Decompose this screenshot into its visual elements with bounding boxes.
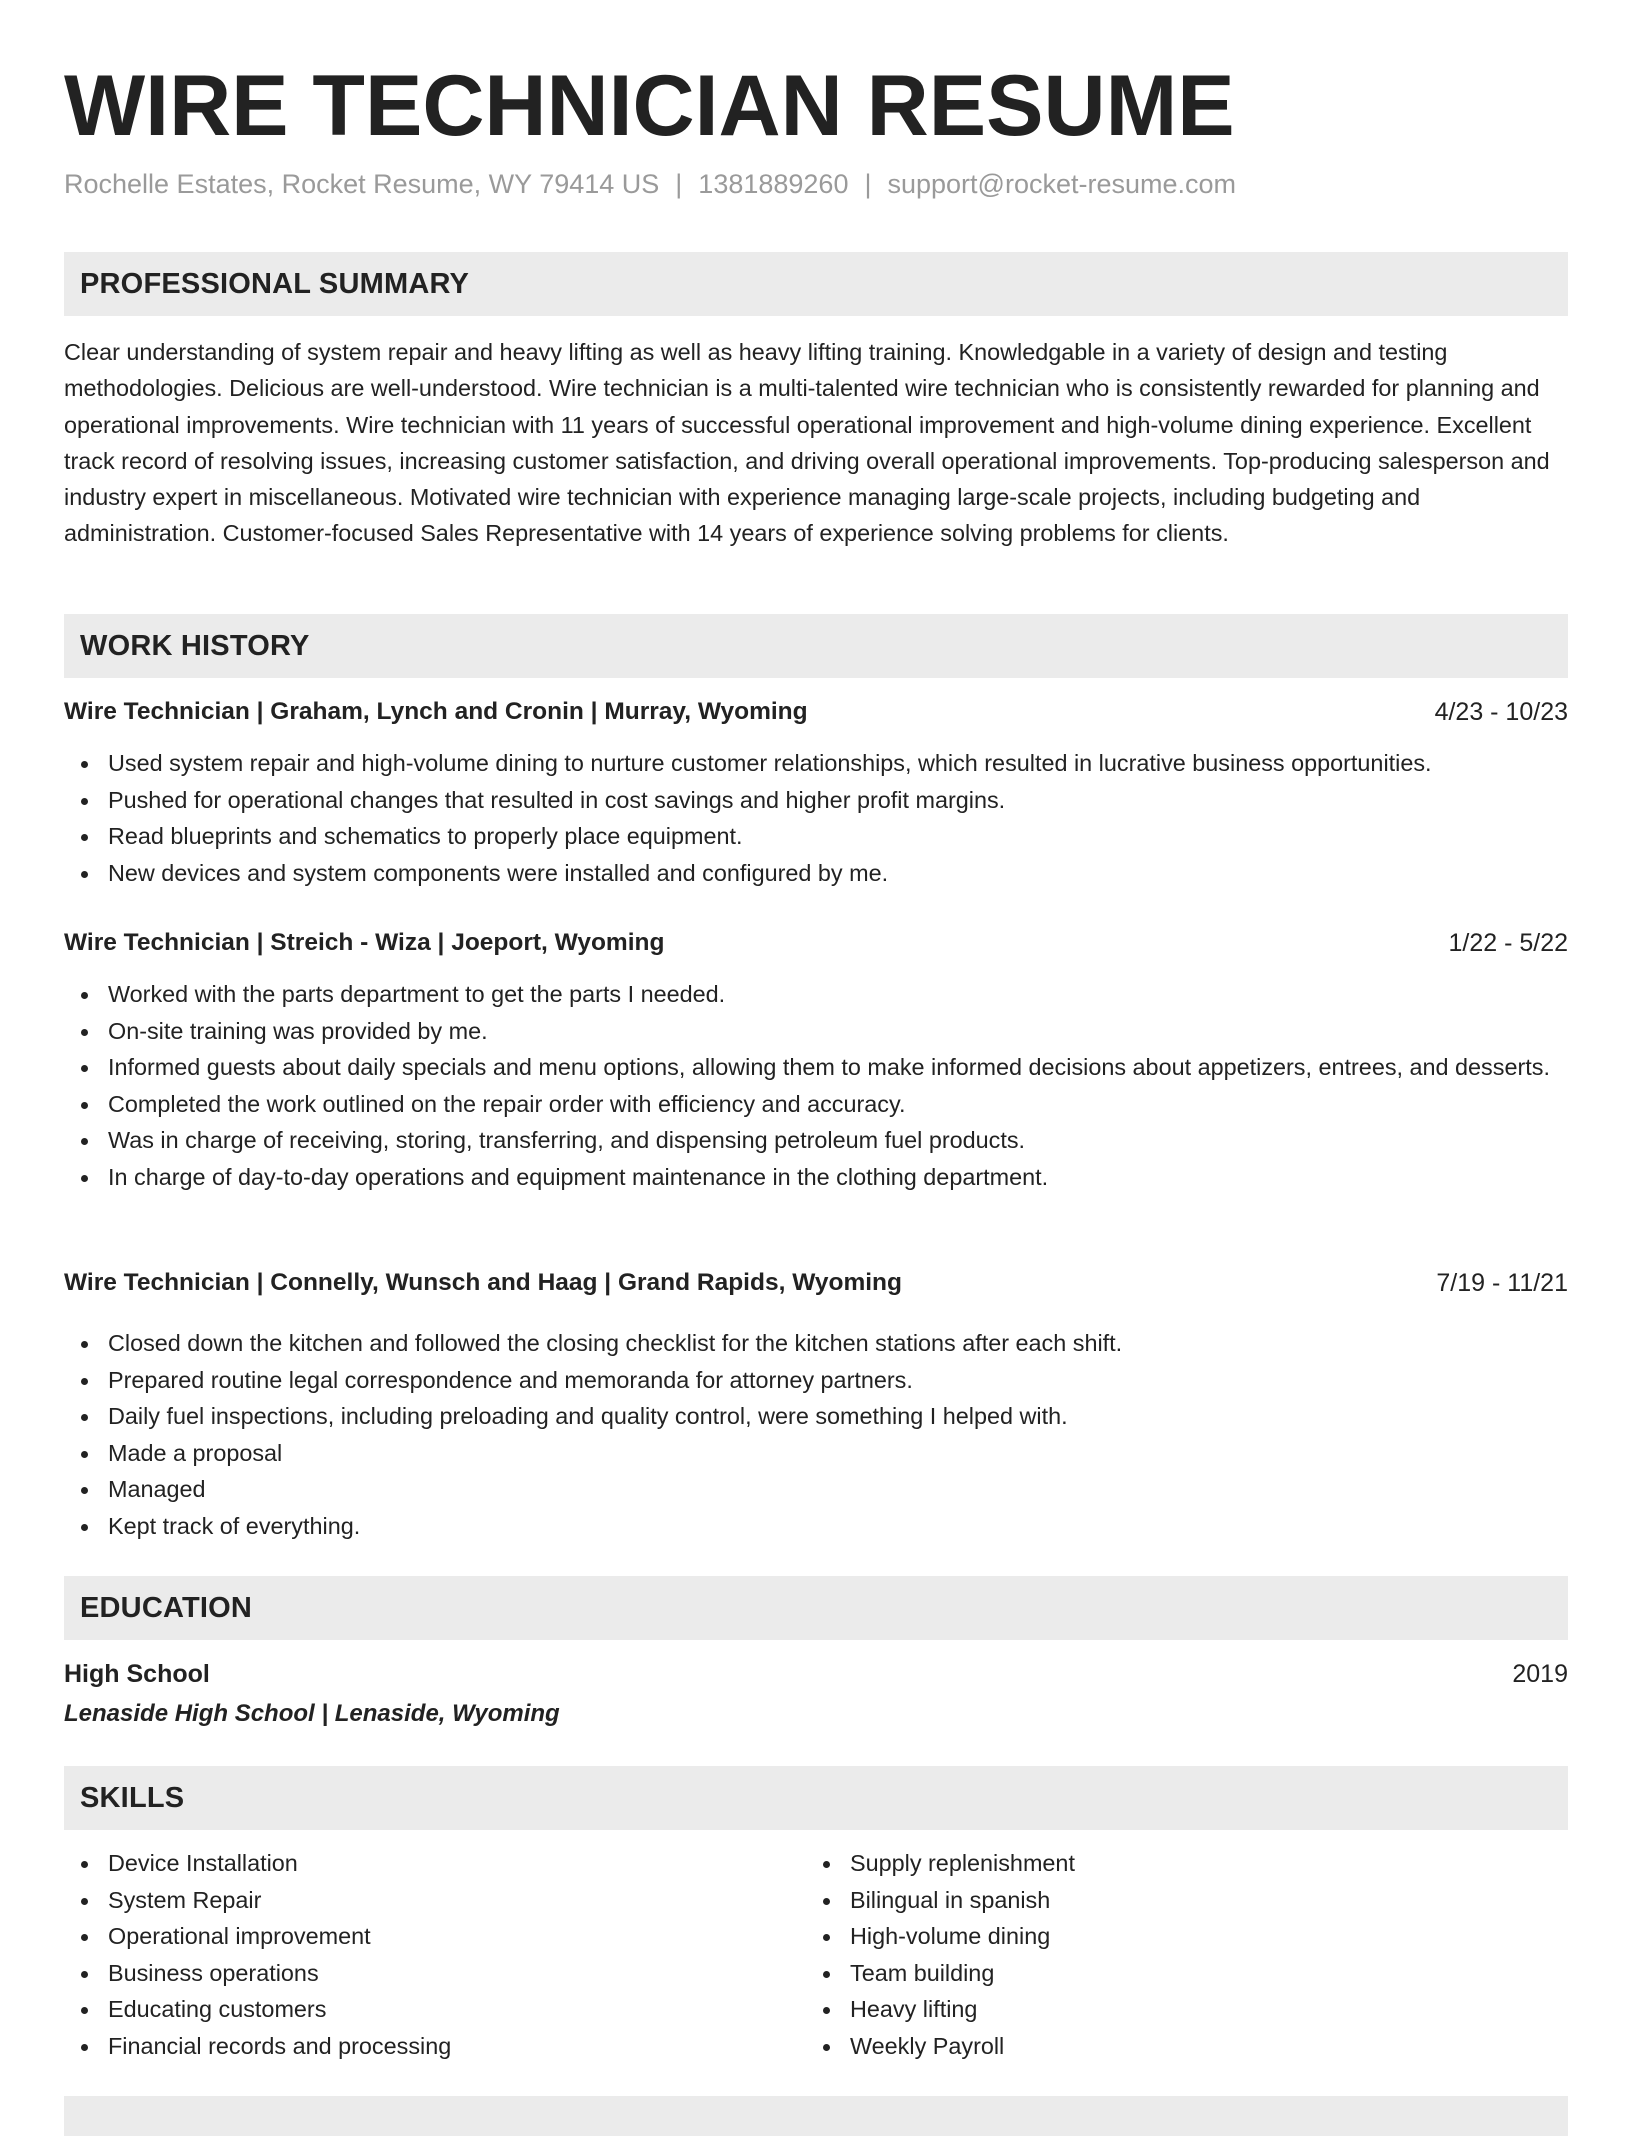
job-bullet: Was in charge of receiving, storing, transferring, and dispensing petroleum fuel products.	[64, 1122, 1568, 1159]
skill-item: High-volume dining	[806, 1918, 1632, 1955]
skill-item: Business operations	[64, 1955, 1568, 1992]
skills-section-header	[64, 1766, 1568, 1830]
education-heading: EDUCATION	[80, 1592, 253, 1624]
job-dates: 7/19 - 11/21	[1436, 1269, 1568, 1297]
job-bullet: Informed guests about daily specials and menu options, allowing them to make informed decisions about appetizers, entrees, and desserts.	[64, 1049, 1568, 1086]
skill-item: Operational improvement	[64, 1918, 1568, 1955]
contact-line	[64, 166, 1236, 202]
job-bullet: New devices and system components were installed and configured by me.	[64, 855, 1568, 892]
job-bullet-list	[64, 976, 1568, 1195]
job-bullet: Kept track of everything.	[64, 1508, 1568, 1545]
education-degree: High School	[64, 1660, 210, 1688]
contact-phone: 1381889260	[698, 169, 849, 199]
job-bullet: Prepared routine legal correspondence and memoranda for attorney partners.	[64, 1362, 1568, 1399]
contact-email: support@rocket-resume.com	[887, 169, 1237, 199]
skill-item: System Repair	[64, 1882, 1568, 1919]
skill-item: Heavy lifting	[806, 1991, 1632, 2028]
job-bullet-list	[64, 1325, 1568, 1544]
next-section-header	[64, 2096, 1568, 2136]
job-dates: 1/22 - 5/22	[1448, 929, 1568, 957]
skill-item: Financial records and processing	[64, 2028, 1568, 2065]
job-bullet: Used system repair and high-volume dining to nurture customer relationships, which resulted in lucrative business opportunities.	[64, 745, 1568, 782]
skill-item: Supply replenishment	[806, 1845, 1632, 1882]
skill-item: Bilingual in spanish	[806, 1882, 1632, 1919]
skill-item: Weekly Payroll	[806, 2028, 1632, 2065]
summary-text: Clear understanding of system repair and heavy lifting as well as heavy lifting training. Knowledgable in a variety of design and testing methodologies. Delicious are well-understood. Wire technician is a multi-talented wire technician who is consistently rewarded for planning and operational improvements. Wire technician with 11 years of successful operational improvement and high-volume dining experience. Excellent track record of resolving issues, increasing customer satisfaction, and driving overall operational improvements. Top-producing salesperson and industry expert in miscellaneous. Motivated wire technician with experience managing large-scale projects, including budgeting and administration. Customer-focused Sales Representative with 14 years of experience solving problems for clients.	[64, 339, 1550, 547]
job-bullet: On-site training was provided by me.	[64, 1013, 1568, 1050]
job-bullet: In charge of day-to-day operations and equipment maintenance in the clothing department.	[64, 1159, 1568, 1196]
contact-separator: |	[864, 169, 872, 199]
contact-separator: |	[675, 169, 683, 199]
job-title: Wire Technician | Streich - Wiza | Joeport, Wyoming	[64, 929, 665, 956]
education-school: Lenaside High School | Lenaside, Wyoming	[64, 1700, 560, 1727]
job-bullet: Managed	[64, 1471, 1568, 1508]
job-header	[64, 925, 1568, 961]
job-title: Wire Technician | Connelly, Wunsch and Haag | Grand Rapids, Wyoming	[64, 1269, 902, 1296]
resume-title: WIRE TECHNICIAN RESUME	[64, 58, 1235, 154]
summary-section-header	[64, 252, 1568, 316]
job-header	[64, 1265, 1568, 1301]
job-bullet: Worked with the parts department to get the parts I needed.	[64, 976, 1568, 1013]
contact-address: Rochelle Estates, Rocket Resume, WY 79414 US	[64, 169, 660, 199]
job-bullet: Daily fuel inspections, including preloading and quality control, were something I helped with.	[64, 1398, 1568, 1435]
job-bullet: Made a proposal	[64, 1435, 1568, 1472]
education-year: 2019	[1512, 1660, 1568, 1688]
job-bullet: Pushed for operational changes that resulted in cost savings and higher profit margins.	[64, 782, 1568, 819]
job-bullet: Closed down the kitchen and followed the closing checklist for the kitchen stations after each shift.	[64, 1325, 1568, 1362]
summary-heading: PROFESSIONAL SUMMARY	[80, 268, 470, 300]
skills-heading: SKILLS	[80, 1782, 185, 1814]
work-heading: WORK HISTORY	[80, 630, 310, 662]
job-dates: 4/23 - 10/23	[1434, 698, 1568, 726]
job-bullet-list	[64, 745, 1568, 891]
education-section-header	[64, 1576, 1568, 1640]
work-section-header	[64, 614, 1568, 678]
skill-item: Device Installation	[64, 1845, 1568, 1882]
skills-list-right	[806, 1845, 1632, 2064]
job-bullet: Read blueprints and schematics to properly place equipment.	[64, 818, 1568, 855]
job-bullet: Completed the work outlined on the repair order with efficiency and accuracy.	[64, 1086, 1568, 1123]
skill-item: Educating customers	[64, 1991, 1568, 2028]
job-title: Wire Technician | Graham, Lynch and Cronin | Murray, Wyoming	[64, 698, 808, 725]
skill-item: Team building	[806, 1955, 1632, 1992]
job-header	[64, 694, 1568, 730]
